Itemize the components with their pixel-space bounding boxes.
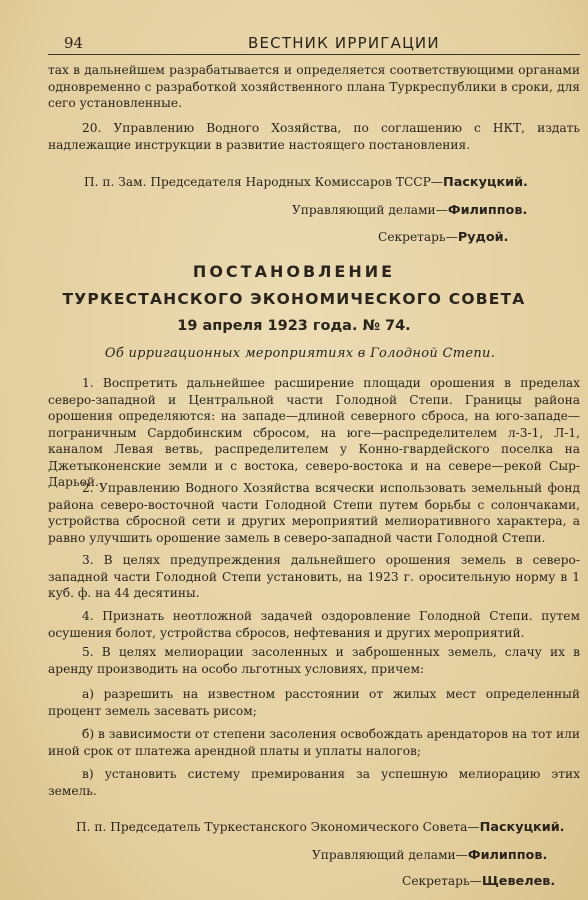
journal-title: ВЕСТНИК ИРРИГАЦИИ bbox=[248, 34, 440, 52]
continuation-paragraph: тах в дальнейшем разрабатывается и определяется соответствующими органами одновременно с разработкой хозяйственного плана Туркреспублики в сроки, для сего установленные. bbox=[48, 63, 580, 110]
item-5a-paragraph: а) разрешить на известном расстоянии от жилых мест определенный процент земель засевать рисом; bbox=[48, 687, 580, 718]
signature-chairman-name: Паскуцкий. bbox=[479, 820, 565, 835]
signature-manager-2 bbox=[312, 848, 547, 863]
decree-subtitle: Об ирригационных мероприятиях в Голодной Степи. bbox=[104, 346, 496, 361]
signature-manager-1-title: Управляющий делами— bbox=[292, 203, 448, 217]
signature-manager-1-name: Филиппов. bbox=[447, 203, 528, 218]
signature-secretary-2 bbox=[402, 874, 555, 889]
decree-date-number: 19 апреля 1923 года. № 74. bbox=[177, 318, 411, 334]
signature-secretary-1 bbox=[378, 230, 509, 245]
item-4-paragraph: 4. Признать неотложной задачей оздоровление Голодной Степи. путем осушения болот, устройства сбросов, нефтевания и других мероприятий. bbox=[48, 609, 580, 640]
page-header bbox=[48, 34, 580, 55]
signature-secretary-1-title: Секретарь— bbox=[378, 230, 458, 244]
item-20-paragraph: 20. Управлению Водного Хозяйства, по соглашению с НКТ, издать надлежащие инструкции в развитие настоящего постановления. bbox=[48, 121, 580, 152]
item-5b-paragraph: б) в зависимости от степени засоления освобождать арендаторов на тот или иной срок от платежа арендной платы и уплаты налогов; bbox=[48, 727, 580, 758]
item-5c-paragraph: в) установить систему премирования за успешную мелиорацию этих земель. bbox=[48, 767, 580, 798]
item-3-paragraph: 3. В целях предупреждения дальнейшего орошения земель в северо-западной части Голодной Степи установить, на 1923 г. оросительную норму в 1 куб. ф. на 44 десятины. bbox=[48, 553, 580, 600]
signature-secretary-2-title: Секретарь— bbox=[402, 874, 482, 888]
page-number: 94 bbox=[64, 34, 84, 52]
signature-chairman-title: П. п. Председатель Туркестанского Экономического Совета— bbox=[76, 820, 480, 834]
signature-deputy-chairman bbox=[84, 175, 528, 190]
item-2-paragraph: 2. Управлению Водного Хозяйства всячески использовать земельный фонд района северо-восточной части Голодной Степи путем борьбы с солончаками, устройства сбросной сети и других мероприятий мелиоративного характера, а равно улучшить орошение замель в северо-западной части Голодной Степи. bbox=[48, 481, 580, 545]
decree-title: ПОСТАНОВЛЕНИЕ bbox=[192, 262, 396, 281]
signature-manager-2-title: Управляющий делами— bbox=[312, 848, 468, 862]
signature-deputy-chairman-title: П. п. Зам. Председателя Народных Комиссаров ТССР— bbox=[84, 175, 443, 189]
signature-manager-2-name: Филиппов. bbox=[467, 848, 548, 863]
item-1-paragraph: 1. Воспретить дальнейшее расширение площади орошения в пределах северо-западной и Центральной части Голодной Степи. Границы района орошения определяются: на западе—длиной северного сброса, на юго-западе—пограничным Сардобинским сбросом, на юге—распределителем л-3-1, Л-1, каналом Левая ветвь, распределителем у Конно-гвардейского поселка на Джетыконенские земли и с востока, северо-востока и на севере—рекой Сыр-Дарьей. bbox=[48, 376, 580, 489]
decree-issuer: ТУРКЕСТАНСКОГО ЭКОНОМИЧЕСКОГО СОВЕТА bbox=[62, 290, 526, 308]
signature-chairman bbox=[76, 820, 565, 835]
signature-secretary-2-name: Щевелев. bbox=[481, 874, 556, 889]
item-5-paragraph: 5. В целях мелиорации засоленных и заброшенных земель, слачу их в аренду производить на особо льготных условиях, причем: bbox=[48, 645, 580, 676]
signature-manager-1 bbox=[292, 203, 527, 218]
signature-deputy-chairman-name: Паскуцкий. bbox=[443, 175, 528, 190]
signature-secretary-1-name: Рудой. bbox=[457, 230, 509, 245]
